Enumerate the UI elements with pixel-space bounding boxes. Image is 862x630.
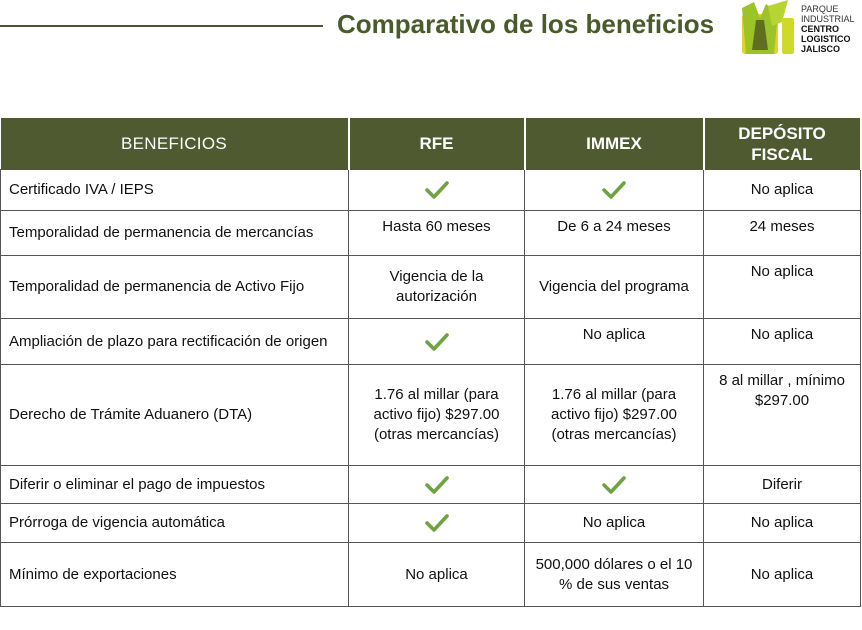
benefit-cell: Prórroga de vigencia automática [1, 504, 349, 543]
immex-cell: 1.76 al millar (para activo fijo) $297.00 (otras mercancías) [525, 365, 704, 466]
deposito-cell: 8 al millar , mínimo $297.00 [704, 365, 861, 466]
table-body [1, 170, 861, 607]
logo-line: JALISCO [801, 44, 841, 54]
table-row [1, 319, 861, 365]
table-header [1, 118, 861, 170]
rfe-cell [349, 319, 525, 365]
table-row [1, 256, 861, 319]
checkmark-icon [425, 475, 449, 495]
deposito-cell: No aplica [704, 319, 861, 365]
deposito-cell: 24 meses [704, 211, 861, 256]
logo-line: CENTRO [801, 24, 839, 34]
slide-title: Comparativo de los beneficios [337, 9, 715, 39]
immex-cell [525, 466, 704, 504]
table-row [1, 543, 861, 607]
logo-line: INDUSTRIAL [801, 14, 855, 24]
header-rfe: RFE [349, 118, 525, 170]
deposito-cell: No aplica [704, 170, 861, 211]
header-beneficios: BENEFICIOS [1, 118, 349, 170]
immex-cell: No aplica [525, 504, 704, 543]
deposito-cell: No aplica [704, 504, 861, 543]
table-row [1, 365, 861, 466]
checkmark-icon [602, 180, 626, 200]
rfe-cell [349, 504, 525, 543]
company-logo [738, 0, 855, 58]
rfe-cell: 1.76 al millar (para activo fijo) $297.00 (otras mercancías) [349, 365, 525, 466]
benefit-cell: Derecho de Trámite Aduanero (DTA) [1, 365, 349, 466]
checkmark-icon [425, 513, 449, 533]
immex-cell: Vigencia del programa [525, 256, 704, 319]
table-row [1, 170, 861, 211]
rfe-cell: Hasta 60 meses [349, 211, 525, 256]
rfe-cell [349, 466, 525, 504]
header-deposito-fiscal: DEPÓSITO FISCAL [704, 118, 861, 170]
rfe-cell [349, 170, 525, 211]
benefit-cell: Diferir o eliminar el pago de impuestos [1, 466, 349, 504]
deposito-cell: No aplica [704, 256, 861, 319]
immex-cell [525, 170, 704, 211]
header-immex: IMMEX [525, 118, 704, 170]
logo-line: PARQUE [801, 4, 839, 14]
benefits-table [0, 118, 862, 607]
deposito-cell: Diferir [704, 466, 861, 504]
header-row [1, 118, 861, 170]
benefit-cell: Temporalidad de permanencia de Activo Fijo [1, 256, 349, 319]
rfe-cell: Vigencia de la autorización [349, 256, 525, 319]
immex-cell: De 6 a 24 meses [525, 211, 704, 256]
benefit-cell: Temporalidad de permanencia de mercancías [1, 211, 349, 256]
title-rule [0, 25, 323, 27]
logo-text [801, 4, 855, 54]
benefit-cell: Mínimo de exportaciones [1, 543, 349, 607]
immex-cell: No aplica [525, 319, 704, 365]
checkmark-icon [425, 180, 449, 200]
table-row [1, 211, 861, 256]
table-row [1, 504, 861, 543]
logo-line: LOGISTICO [801, 34, 851, 44]
benefit-cell: Ampliación de plazo para rectificación de origen [1, 319, 349, 365]
benefit-cell: Certificado IVA / IEPS [1, 170, 349, 211]
rfe-cell: No aplica [349, 543, 525, 607]
table-row [1, 466, 861, 504]
checkmark-icon [425, 332, 449, 352]
checkmark-icon [602, 475, 626, 495]
logo-leaf-icon [738, 0, 800, 58]
deposito-cell: No aplica [704, 543, 861, 607]
immex-cell: 500,000 dólares o el 10 % de sus ventas [525, 543, 704, 607]
